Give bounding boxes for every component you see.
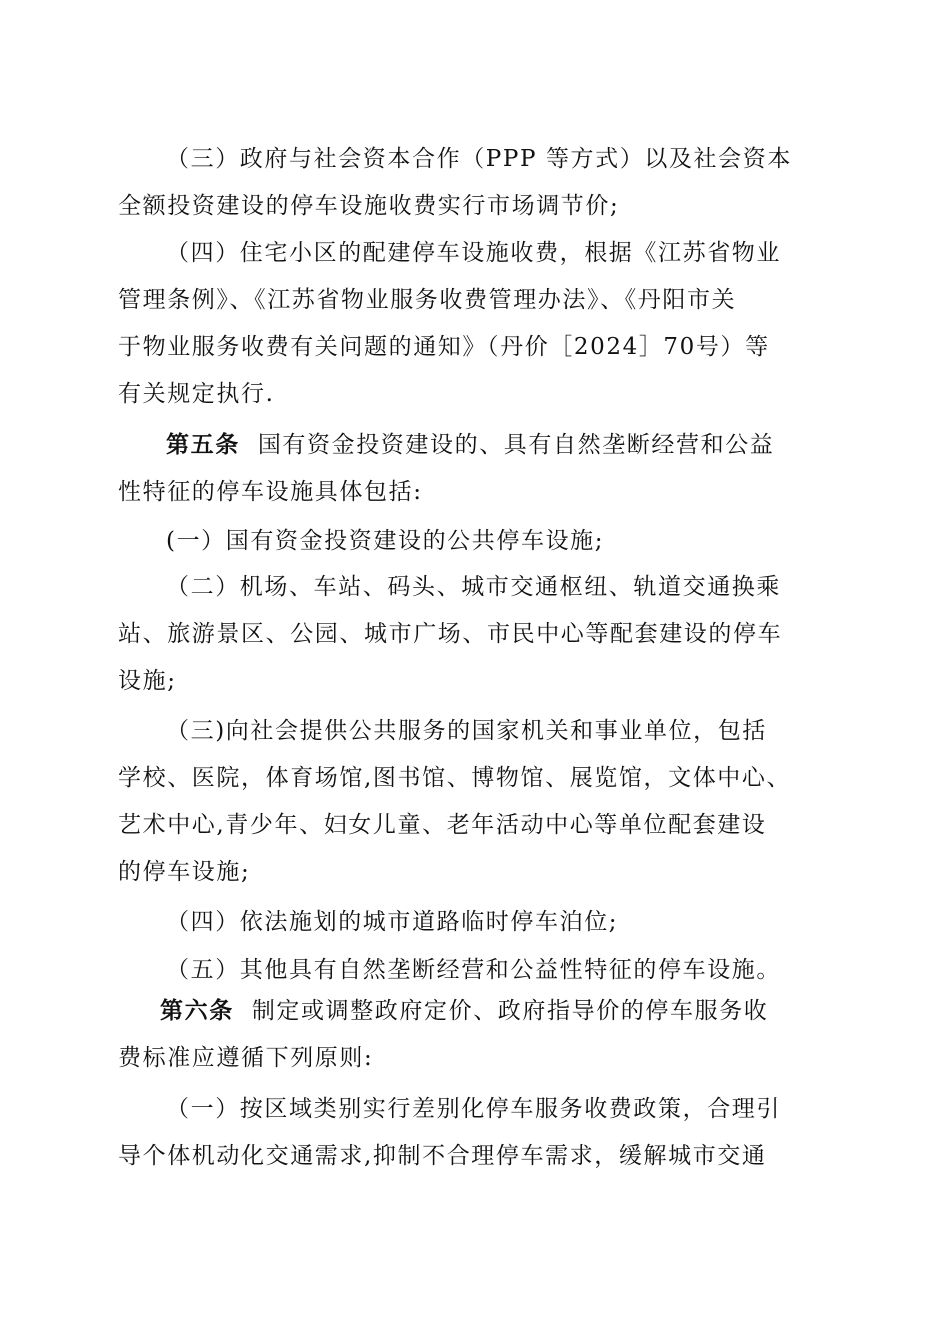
text-line: 管理条例》、《江苏省物业服务收费管理办法》、《丹阳市关 xyxy=(118,287,737,313)
paragraph-clause-3-ppp xyxy=(118,136,808,230)
text-line: （一）按区域类别实行差别化停车服务收费政策，合理引 xyxy=(166,1096,781,1122)
paragraph-item-1-principle xyxy=(118,1086,808,1180)
paragraph-clause-4-residential xyxy=(118,230,808,418)
paragraph-item-1 xyxy=(118,518,808,565)
text-line: 艺术中心,青少年、妇女儿童、老年活动中心等单位配套建设 xyxy=(118,812,767,838)
text-line: 全额投资建设的停车设施收费实行市场调节价; xyxy=(118,193,620,219)
text-line: 站、旅游景区、公园、城市广场、市民中心等配套建设的停车 xyxy=(118,621,783,647)
paragraph-item-4 xyxy=(118,899,808,946)
text-line xyxy=(118,422,808,469)
text-line: 学校、医院，体育场馆,图书馆、博物馆、展览馆，文体中心、 xyxy=(118,765,792,791)
text-line: （四）依法施划的城市道路临时停车泊位; xyxy=(166,909,619,935)
article-heading: 第六条 xyxy=(160,998,234,1024)
text-line: （五）其他具有自然垄断经营和公益性特征的停车设施。 xyxy=(166,957,781,983)
text-line: 的停车设施; xyxy=(118,859,251,885)
article-5 xyxy=(118,422,808,516)
text-line: 费标准应遵循下列原则: xyxy=(118,1045,374,1071)
article-text: 制定或调整政府定价、政府指导价的停车服务收 xyxy=(251,998,769,1024)
article-heading: 第五条 xyxy=(166,432,240,458)
text-line: （三)向社会提供公共服务的国家机关和事业单位，包括 xyxy=(166,718,767,744)
paragraph-item-2 xyxy=(118,564,808,705)
text-line: 设施; xyxy=(118,668,177,694)
text-line: 于物业服务收费有关问题的通知》（丹价［2024］70号）等 xyxy=(118,334,770,360)
text-line: 有关规定执行. xyxy=(118,381,275,407)
article-text: 国有资金投资建设的、具有自然垄断经营和公益 xyxy=(257,432,775,458)
text-line: （三）政府与社会资本合作（PPP 等方式）以及社会资本 xyxy=(166,146,792,172)
text-line: (一）国有资金投资建设的公共停车设施; xyxy=(166,528,605,554)
text-line: 导个体机动化交通需求,抑制不合理停车需求，缓解城市交通 xyxy=(118,1143,767,1169)
article-6 xyxy=(118,988,808,1082)
text-line xyxy=(112,988,808,1035)
paragraph-item-3 xyxy=(118,708,808,896)
paragraph-item-5 xyxy=(118,947,808,994)
text-line: （四）住宅小区的配建停车设施收费，根据《江苏省物业 xyxy=(166,240,781,266)
text-line: 性特征的停车设施具体包括: xyxy=(118,479,423,505)
text-line: （二）机场、车站、码头、城市交通枢纽、轨道交通换乘 xyxy=(166,574,781,600)
